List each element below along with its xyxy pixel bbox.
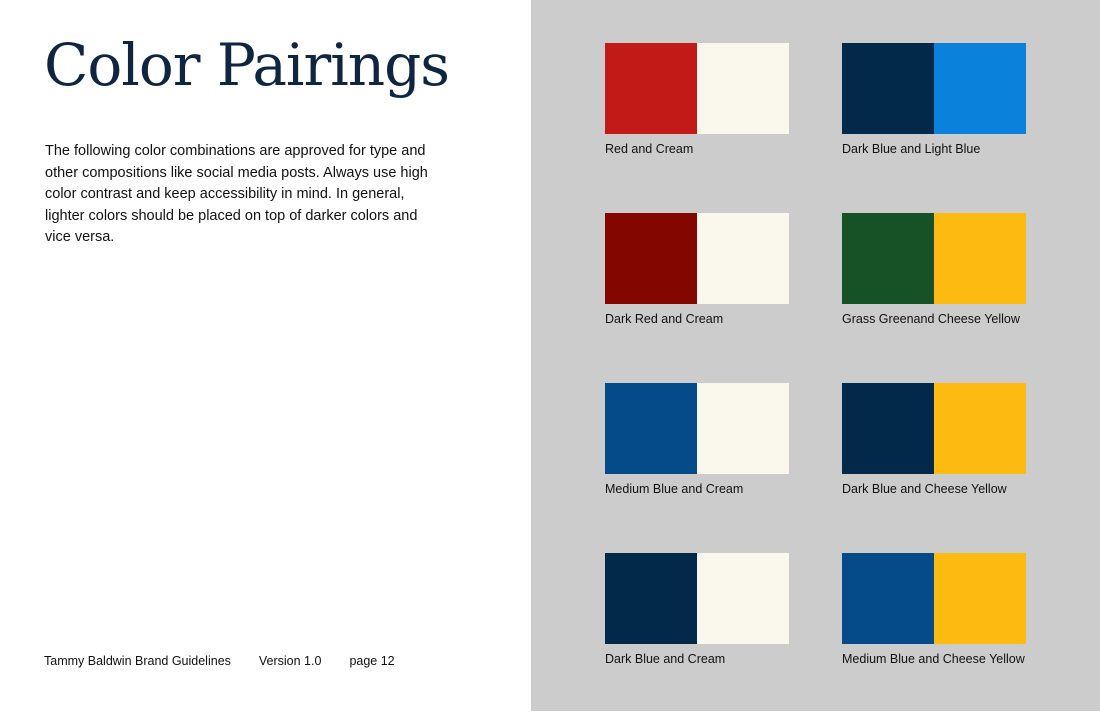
swatch-secondary	[697, 553, 789, 644]
pairing-label: Medium Blue and Cheese Yellow	[842, 652, 1025, 666]
pairings-panel	[531, 0, 1100, 711]
pairing-label: Dark Blue and Light Blue	[842, 142, 981, 156]
swatch-primary	[842, 383, 934, 474]
swatch-pair	[605, 553, 789, 644]
page-footer	[44, 654, 395, 668]
footer-page-number: page 12	[349, 654, 395, 668]
pairing-dark-blue-cream	[605, 553, 789, 723]
swatch-primary	[605, 383, 697, 474]
pairing-label: Grass Greenand Cheese Yellow	[842, 312, 1020, 326]
left-panel	[0, 0, 531, 711]
swatch-secondary	[697, 43, 789, 134]
page-title: Color Pairings	[44, 31, 449, 99]
swatch-primary	[605, 213, 697, 304]
swatch-pair	[842, 43, 1026, 134]
swatch-primary	[842, 213, 934, 304]
swatch-pair	[605, 383, 789, 474]
pairing-grass-green-cheese-yellow	[842, 213, 1026, 383]
footer-brand: Tammy Baldwin Brand Guidelines	[44, 654, 231, 668]
swatch-secondary	[934, 213, 1026, 304]
pairing-label: Red and Cream	[605, 142, 694, 156]
swatch-pair	[842, 213, 1026, 304]
pairing-dark-blue-light-blue	[842, 43, 1026, 213]
pairings-grid	[605, 43, 1026, 723]
swatch-secondary	[934, 553, 1026, 644]
swatch-secondary	[697, 383, 789, 474]
pairing-label: Dark Blue and Cream	[605, 652, 726, 666]
swatch-pair	[842, 383, 1026, 474]
pairing-label: Dark Blue and Cheese Yellow	[842, 482, 1007, 496]
pairing-red-cream	[605, 43, 789, 213]
pairing-dark-red-cream	[605, 213, 789, 383]
pairing-medium-blue-cream	[605, 383, 789, 553]
swatch-secondary	[934, 43, 1026, 134]
swatch-pair	[605, 213, 789, 304]
swatch-pair	[605, 43, 789, 134]
intro-paragraph: The following color combinations are approved for type and other compositions like social media posts. Always use high color contrast and keep accessibility in mind. In general, lighter colors should be placed on top of darker colors and vice versa.	[45, 143, 428, 245]
swatch-secondary	[934, 383, 1026, 474]
pairing-dark-blue-cheese-yellow	[842, 383, 1026, 553]
swatch-primary	[605, 553, 697, 644]
swatch-secondary	[697, 213, 789, 304]
swatch-primary	[605, 43, 697, 134]
swatch-primary	[842, 43, 934, 134]
pairing-label: Medium Blue and Cream	[605, 482, 744, 496]
swatch-primary	[842, 553, 934, 644]
footer-version: Version 1.0	[258, 654, 322, 668]
pairing-medium-blue-cheese-yellow	[842, 553, 1026, 723]
pairing-label: Dark Red and Cream	[605, 312, 724, 326]
swatch-pair	[842, 553, 1026, 644]
